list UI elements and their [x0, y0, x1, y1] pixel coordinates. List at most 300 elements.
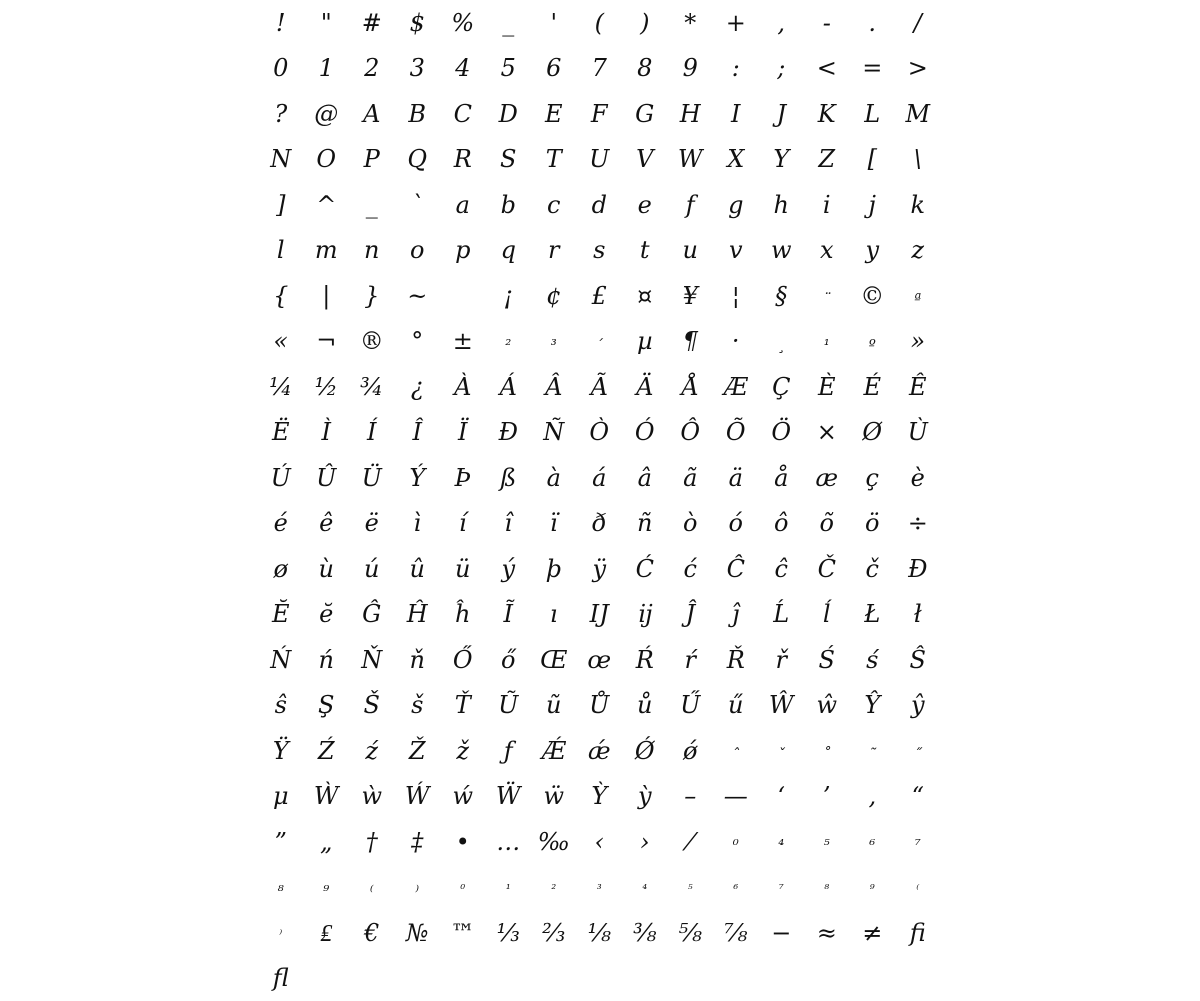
glyph-cell: é — [258, 501, 304, 547]
glyph-cell: ‰ — [531, 819, 577, 865]
glyph-cell: º — [850, 319, 896, 365]
glyph-cell: ů — [622, 683, 668, 729]
glyph-cell: ﬁ — [895, 910, 941, 956]
glyph-cell: ⁵ — [804, 819, 850, 865]
glyph-cell: õ — [804, 501, 850, 547]
glyph-cell: ć — [668, 546, 714, 592]
glyph-cell: Ǽ — [531, 728, 577, 774]
glyph-cell: . — [850, 0, 896, 46]
glyph-cell: ĵ — [713, 592, 759, 638]
glyph-cell: 1 — [304, 46, 350, 92]
glyph-cell: ¿ — [395, 364, 441, 410]
glyph-cell: ? — [258, 91, 304, 137]
glyph-cell: Ì — [304, 410, 350, 456]
glyph-cell: ï — [531, 501, 577, 547]
glyph-cell: o — [395, 228, 441, 274]
glyph-cell: Z — [804, 137, 850, 183]
glyph-cell: ⁸ — [258, 865, 304, 911]
glyph-cell: ‡ — [395, 819, 441, 865]
glyph-cell: M — [895, 91, 941, 137]
glyph-cell: ﬂ — [258, 956, 304, 1001]
glyph-cell: û — [395, 546, 441, 592]
glyph-cell: ⁾ — [395, 865, 441, 911]
glyph-cell: } — [349, 273, 395, 319]
glyph-cell: Ĺ — [759, 592, 805, 638]
glyph-cell: ₇ — [759, 865, 805, 911]
glyph-cell: ₎ — [258, 910, 304, 956]
glyph-cell: n — [349, 228, 395, 274]
glyph-cell: ± — [440, 319, 486, 365]
glyph-cell: F — [577, 91, 623, 137]
glyph-cell: Ž — [395, 728, 441, 774]
glyph-cell: Û — [304, 455, 350, 501]
glyph-cell: á — [577, 455, 623, 501]
glyph-cell: ³ — [531, 319, 577, 365]
glyph-cell: ² — [486, 319, 532, 365]
glyph-cell: P — [349, 137, 395, 183]
glyph-cell: ß — [486, 455, 532, 501]
glyph-cell: 4 — [440, 46, 486, 92]
glyph-cell: Đ — [895, 546, 941, 592]
glyph-cell: Ŕ — [622, 637, 668, 683]
glyph-cell: 7 — [577, 46, 623, 92]
glyph-cell: ⅔ — [531, 910, 577, 956]
glyph-cell: ĳ — [622, 592, 668, 638]
glyph-cell: − — [759, 910, 805, 956]
glyph-cell: Ś — [804, 637, 850, 683]
glyph-cell: Ý — [395, 455, 441, 501]
glyph-cell: ⁄ — [668, 819, 714, 865]
glyph-cell: £ — [577, 273, 623, 319]
glyph-cell: W — [668, 137, 714, 183]
glyph-cell: í — [440, 501, 486, 547]
glyph-cell: ₍ — [895, 865, 941, 911]
glyph-cell: < — [804, 46, 850, 92]
glyph-cell: K — [804, 91, 850, 137]
glyph-cell: g — [713, 182, 759, 228]
glyph-cell: ₃ — [577, 865, 623, 911]
glyph-cell: ˚ — [804, 728, 850, 774]
glyph-cell: î — [486, 501, 532, 547]
glyph-cell: ¬ — [304, 319, 350, 365]
glyph-cell: ŷ — [895, 683, 941, 729]
glyph-cell: Q — [395, 137, 441, 183]
glyph-cell: @ — [304, 91, 350, 137]
glyph-cell: ø — [258, 546, 304, 592]
glyph-cell: Ø — [850, 410, 896, 456]
glyph-cell: æ — [804, 455, 850, 501]
glyph-cell: s — [577, 228, 623, 274]
glyph-cell: ň — [395, 637, 441, 683]
glyph-cell: ¦ — [713, 273, 759, 319]
glyph-cell: u — [668, 228, 714, 274]
glyph-cell: Ó — [622, 410, 668, 456]
glyph-cell: ƒ — [486, 728, 532, 774]
glyph-cell: ( — [577, 0, 623, 46]
glyph-cell: … — [486, 819, 532, 865]
glyph-cell: Ñ — [531, 410, 577, 456]
glyph-cell: ĥ — [440, 592, 486, 638]
glyph-cell: ° — [395, 319, 441, 365]
glyph-cell: * — [668, 0, 714, 46]
glyph-cell: â — [622, 455, 668, 501]
glyph-cell: ÿ — [577, 546, 623, 592]
glyph-cell: r — [531, 228, 577, 274]
glyph-cell: S — [486, 137, 532, 183]
glyph-cell: © — [850, 273, 896, 319]
glyph-cell: ¤ — [622, 273, 668, 319]
glyph-cell: ś — [850, 637, 896, 683]
glyph-cell: Ŵ — [759, 683, 805, 729]
glyph-cell: Ň — [349, 637, 395, 683]
glyph-cell: ; — [759, 46, 805, 92]
glyph-cell: ẁ — [349, 774, 395, 820]
glyph-cell: § — [759, 273, 805, 319]
glyph-cell: 3 — [395, 46, 441, 92]
glyph-cell: z — [895, 228, 941, 274]
glyph-cell: N — [258, 137, 304, 183]
glyph-cell: „ — [304, 819, 350, 865]
glyph-cell: Ê — [895, 364, 941, 410]
glyph-cell: ≠ — [850, 910, 896, 956]
glyph-cell: ˇ — [759, 728, 805, 774]
glyph-cell: ž — [440, 728, 486, 774]
glyph-cell: « — [258, 319, 304, 365]
glyph-cell: ) — [622, 0, 668, 46]
glyph-cell: O — [304, 137, 350, 183]
glyph-cell: å — [759, 455, 805, 501]
glyph-cell: ´ — [577, 319, 623, 365]
glyph-cell: Þ — [440, 455, 486, 501]
glyph-cell: ^ — [304, 182, 350, 228]
glyph-cell: ⅓ — [486, 910, 532, 956]
glyph-cell: ĕ — [304, 592, 350, 638]
glyph-cell: Ẁ — [304, 774, 350, 820]
glyph-cell: Ù — [895, 410, 941, 456]
glyph-cell: ™ — [440, 910, 486, 956]
glyph-cell: Ŝ — [895, 637, 941, 683]
glyph-cell: Ť — [440, 683, 486, 729]
glyph-cell: ‘ — [759, 774, 805, 820]
glyph-cell: + — [713, 0, 759, 46]
glyph-cell: ⁷ — [895, 819, 941, 865]
glyph-cell: [ — [850, 137, 896, 183]
glyph-cell: ¼ — [258, 364, 304, 410]
glyph-cell: # — [349, 0, 395, 46]
glyph-cell: I — [713, 91, 759, 137]
glyph-cell: c — [531, 182, 577, 228]
glyph-cell: » — [895, 319, 941, 365]
glyph-cell: ‚ — [850, 774, 896, 820]
glyph-cell: è — [895, 455, 941, 501]
glyph-cell: ó — [713, 501, 759, 547]
glyph-cell: Š — [349, 683, 395, 729]
glyph-cell: T — [531, 137, 577, 183]
glyph-cell: × — [804, 410, 850, 456]
glyph-cell: ⅜ — [622, 910, 668, 956]
glyph-cell: ˜ — [850, 728, 896, 774]
glyph-cell: ò — [668, 501, 714, 547]
glyph-cell: Ĉ — [713, 546, 759, 592]
glyph-cell: ã — [668, 455, 714, 501]
glyph-cell: Ã — [577, 364, 623, 410]
glyph-cell: Ü — [349, 455, 395, 501]
glyph-cell: ’ — [804, 774, 850, 820]
glyph-cell: 9 — [668, 46, 714, 92]
glyph-cell — [440, 273, 486, 319]
glyph-cell: ˝ — [895, 728, 941, 774]
glyph-cell: ₤ — [304, 910, 350, 956]
glyph-cell: a — [440, 182, 486, 228]
glyph-cell: Ő — [440, 637, 486, 683]
glyph-cell: ź — [349, 728, 395, 774]
glyph-cell: Ú — [258, 455, 304, 501]
glyph-cell: Æ — [713, 364, 759, 410]
glyph-cell: ñ — [622, 501, 668, 547]
glyph-cell: Ỳ — [577, 774, 623, 820]
glyph-cell: ₂ — [531, 865, 577, 911]
glyph-cell: \ — [895, 137, 941, 183]
glyph-cell: ẅ — [531, 774, 577, 820]
glyph-cell: Ä — [622, 364, 668, 410]
glyph-cell: Ÿ — [258, 728, 304, 774]
glyph-cell: ⁰ — [713, 819, 759, 865]
glyph-cell: • — [440, 819, 486, 865]
glyph-cell: ] — [258, 182, 304, 228]
glyph-cell: Œ — [531, 637, 577, 683]
glyph-cell: k — [895, 182, 941, 228]
glyph-cell: ¢ — [531, 273, 577, 319]
glyph-cell: ô — [759, 501, 805, 547]
glyph-cell: Y — [759, 137, 805, 183]
glyph-cell: ǿ — [668, 728, 714, 774]
glyph-cell: È — [804, 364, 850, 410]
glyph-cell: ½ — [304, 364, 350, 410]
glyph-cell: ₅ — [668, 865, 714, 911]
glyph-cell: ŝ — [258, 683, 304, 729]
glyph-cell: › — [622, 819, 668, 865]
glyph-cell: l — [258, 228, 304, 274]
glyph-cell: ₁ — [486, 865, 532, 911]
glyph-cell: Ř — [713, 637, 759, 683]
glyph-cell: ö — [850, 501, 896, 547]
glyph-cell: ⅛ — [577, 910, 623, 956]
glyph-cell: № — [395, 910, 441, 956]
glyph-cell: Ĕ — [258, 592, 304, 638]
glyph-cell: ⅝ — [668, 910, 714, 956]
glyph-cell: ý — [486, 546, 532, 592]
glyph-cell: 8 — [622, 46, 668, 92]
glyph-cell: A — [349, 91, 395, 137]
glyph-cell: Î — [395, 410, 441, 456]
glyph-cell: ⁶ — [850, 819, 896, 865]
glyph-cell: ⅞ — [713, 910, 759, 956]
glyph-cell: : — [713, 46, 759, 92]
glyph-cell: i — [804, 182, 850, 228]
glyph-cell: ń — [304, 637, 350, 683]
glyph-cell: ê — [304, 501, 350, 547]
glyph-cell: E — [531, 91, 577, 137]
glyph-cell: G — [622, 91, 668, 137]
glyph-cell: Ş — [304, 683, 350, 729]
glyph-cell: † — [349, 819, 395, 865]
glyph-cell: Ĳ — [577, 592, 623, 638]
glyph-cell: Á — [486, 364, 532, 410]
glyph-cell: x — [804, 228, 850, 274]
glyph-cell: ₀ — [440, 865, 486, 911]
glyph-cell: Ò — [577, 410, 623, 456]
glyph-cell: þ — [531, 546, 577, 592]
glyph-cell: " — [304, 0, 350, 46]
glyph-sheet — [258, 0, 948, 1000]
glyph-cell: œ — [577, 637, 623, 683]
glyph-cell: ! — [258, 0, 304, 46]
glyph-cell: ÷ — [895, 501, 941, 547]
glyph-cell: ỳ — [622, 774, 668, 820]
glyph-cell: Å — [668, 364, 714, 410]
glyph-cell: w — [759, 228, 805, 274]
glyph-cell: Ź — [304, 728, 350, 774]
glyph-cell: ł — [895, 592, 941, 638]
glyph-grid — [258, 0, 948, 1001]
glyph-cell: q — [486, 228, 532, 274]
glyph-cell: Ĩ — [486, 592, 532, 638]
glyph-cell: Ẃ — [395, 774, 441, 820]
glyph-cell: ë — [349, 501, 395, 547]
glyph-cell: ˆ — [713, 728, 759, 774]
glyph-cell: > — [895, 46, 941, 92]
glyph-cell: Ŷ — [850, 683, 896, 729]
glyph-cell: ¨ — [804, 273, 850, 319]
glyph-cell: ¥ — [668, 273, 714, 319]
glyph-cell: ₉ — [850, 865, 896, 911]
glyph-cell: ¡ — [486, 273, 532, 319]
glyph-cell: Ç — [759, 364, 805, 410]
glyph-cell: p — [440, 228, 486, 274]
glyph-cell: ₄ — [622, 865, 668, 911]
glyph-cell: ~ — [395, 273, 441, 319]
glyph-cell: Ű — [668, 683, 714, 729]
glyph-cell: Í — [349, 410, 395, 456]
glyph-cell: d — [577, 182, 623, 228]
glyph-cell: Ë — [258, 410, 304, 456]
glyph-cell: ' — [531, 0, 577, 46]
glyph-cell: t — [622, 228, 668, 274]
glyph-cell: · — [713, 319, 759, 365]
glyph-cell: ¹ — [804, 319, 850, 365]
glyph-cell: Õ — [713, 410, 759, 456]
glyph-cell: Ẅ — [486, 774, 532, 820]
glyph-cell: à — [531, 455, 577, 501]
glyph-cell: Ð — [486, 410, 532, 456]
glyph-cell: ¶ — [668, 319, 714, 365]
glyph-cell: v — [713, 228, 759, 274]
glyph-cell: U — [577, 137, 623, 183]
glyph-cell: ⁴ — [759, 819, 805, 865]
glyph-cell: ä — [713, 455, 759, 501]
glyph-cell: č — [850, 546, 896, 592]
glyph-cell: ” — [258, 819, 304, 865]
glyph-cell: ì — [395, 501, 441, 547]
glyph-cell: ŕ — [668, 637, 714, 683]
glyph-cell: Ũ — [486, 683, 532, 729]
glyph-cell: Ń — [258, 637, 304, 683]
glyph-cell: D — [486, 91, 532, 137]
glyph-cell: R — [440, 137, 486, 183]
glyph-cell: – — [668, 774, 714, 820]
glyph-cell: h — [759, 182, 805, 228]
glyph-cell: f — [668, 182, 714, 228]
glyph-cell: ⁹ — [304, 865, 350, 911]
glyph-cell: 6 — [531, 46, 577, 92]
glyph-cell: C — [440, 91, 486, 137]
glyph-cell: Ĥ — [395, 592, 441, 638]
glyph-cell: ũ — [531, 683, 577, 729]
glyph-cell: ç — [850, 455, 896, 501]
glyph-cell: Ô — [668, 410, 714, 456]
glyph-cell: ⁽ — [349, 865, 395, 911]
glyph-cell: É — [850, 364, 896, 410]
glyph-cell: m — [304, 228, 350, 274]
glyph-cell: e — [622, 182, 668, 228]
glyph-cell: ü — [440, 546, 486, 592]
glyph-cell: ĉ — [759, 546, 805, 592]
glyph-cell: j — [850, 182, 896, 228]
glyph-cell: µ — [622, 319, 668, 365]
glyph-cell: / — [895, 0, 941, 46]
glyph-cell: À — [440, 364, 486, 410]
glyph-cell: , — [759, 0, 805, 46]
glyph-cell: Č — [804, 546, 850, 592]
glyph-cell: Ǿ — [622, 728, 668, 774]
glyph-cell: ř — [759, 637, 805, 683]
glyph-cell: { — [258, 273, 304, 319]
glyph-cell: - — [804, 0, 850, 46]
glyph-cell: Ö — [759, 410, 805, 456]
glyph-cell: $ — [395, 0, 441, 46]
glyph-cell: ú — [349, 546, 395, 592]
glyph-cell: š — [395, 683, 441, 729]
glyph-cell: ¸ — [759, 319, 805, 365]
glyph-cell: ₆ — [713, 865, 759, 911]
glyph-cell: ő — [486, 637, 532, 683]
glyph-cell: ŵ — [804, 683, 850, 729]
glyph-cell: ₈ — [804, 865, 850, 911]
glyph-cell: % — [440, 0, 486, 46]
glyph-cell: H — [668, 91, 714, 137]
glyph-cell: L — [850, 91, 896, 137]
glyph-cell: | — [304, 273, 350, 319]
glyph-cell: ǽ — [577, 728, 623, 774]
glyph-cell: Ů — [577, 683, 623, 729]
glyph-cell: Ĵ — [668, 592, 714, 638]
glyph-cell: V — [622, 137, 668, 183]
glyph-cell: 2 — [349, 46, 395, 92]
glyph-cell: 0 — [258, 46, 304, 92]
glyph-cell: ı — [531, 592, 577, 638]
glyph-cell: b — [486, 182, 532, 228]
glyph-cell: ð — [577, 501, 623, 547]
glyph-cell: ≈ — [804, 910, 850, 956]
glyph-cell: — — [713, 774, 759, 820]
glyph-cell: _ — [349, 182, 395, 228]
glyph-cell: ĺ — [804, 592, 850, 638]
glyph-cell: Â — [531, 364, 577, 410]
glyph-cell: μ — [258, 774, 304, 820]
glyph-cell: “ — [895, 774, 941, 820]
glyph-cell: ® — [349, 319, 395, 365]
glyph-cell: ª — [895, 273, 941, 319]
